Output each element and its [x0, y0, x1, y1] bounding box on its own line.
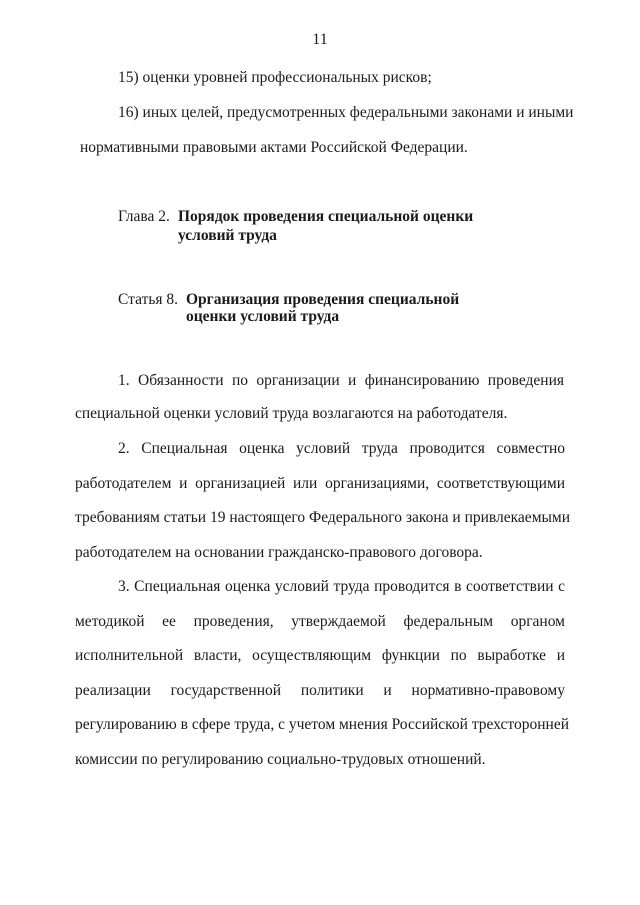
chapter-label: Глава 2. [118, 208, 170, 225]
list-item-16-line2: нормативными правовыми актами Российской Федерации. [80, 139, 468, 156]
article-title-line1: Организация проведения специальной [186, 291, 460, 308]
paragraph-3-line1: 3. Специальная оценка условий труда проводится в соответствии с [118, 578, 565, 595]
paragraph-3-line2: методикой ее проведения, утверждаемой федеральным органом [75, 613, 565, 630]
page-number: 11 [312, 31, 328, 48]
article-title-line2: оценки условий труда [186, 308, 340, 325]
paragraph-3-line6: комиссии по регулированию социально-трудовых отношений. [75, 751, 486, 768]
list-item-16-line1: 16) иных целей, предусмотренных федеральными законами и иными [118, 104, 574, 121]
paragraph-2-line4: работодателем на основании гражданско-правового договора. [75, 544, 483, 561]
paragraph-2-line2: работодателем и организацией или организациями, соответствующими [75, 475, 565, 492]
paragraph-1-line2: специальной оценки условий труда возлагаются на работодателя. [75, 405, 508, 422]
paragraph-3-line3: исполнительной власти, осуществляющим функции по выработке и [75, 647, 565, 664]
paragraph-2-line1: 2. Специальная оценка условий труда проводится совместно [118, 440, 565, 457]
chapter-title-line2: условий труда [178, 227, 277, 244]
list-item-15: 15) оценки уровней профессиональных рисков; [118, 69, 432, 86]
paragraph-2-line3: требованиям статьи 19 настоящего Федерального закона и привлекаемыми [75, 509, 571, 526]
paragraph-3-line4: реализации государственной политики и нормативно-правовому [75, 682, 565, 699]
paragraph-1-line1: 1. Обязанности по организации и финансированию проведения [118, 372, 564, 389]
paragraph-3-line5: регулированию в сфере труда, с учетом мнения Российской трехсторонней [75, 716, 569, 733]
article-label: Статья 8. [118, 291, 179, 308]
chapter-title-line1: Порядок проведения специальной оценки [178, 208, 474, 225]
